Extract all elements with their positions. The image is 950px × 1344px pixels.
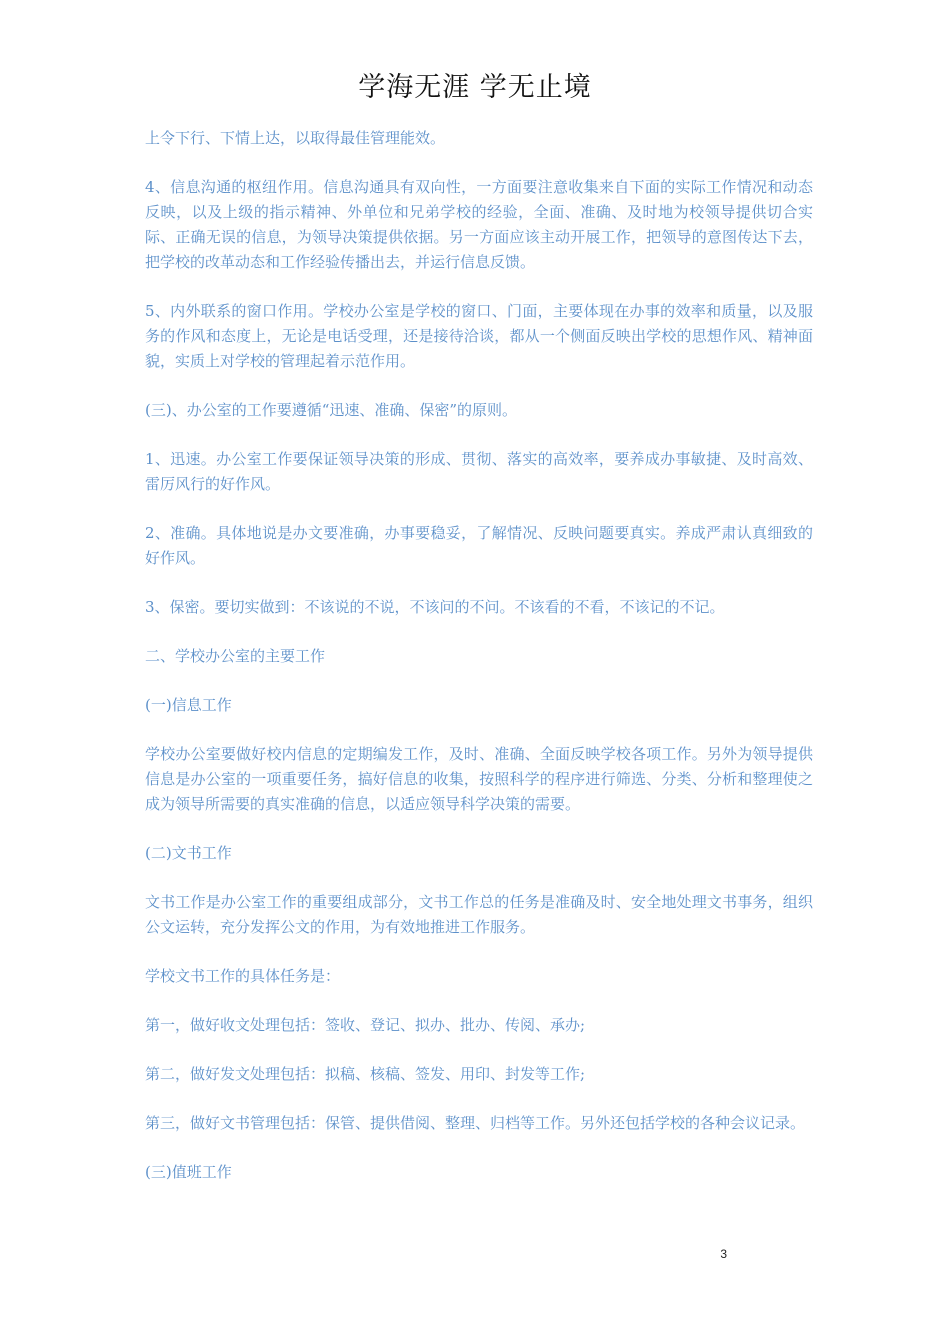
paragraph: 1、迅速。办公室工作要保证领导决策的形成、贯彻、落实的高效率，要养成办事敏捷、及时高效、雷厉风行的好作风。 — [145, 450, 813, 493]
subsection-heading: (一)信息工作 — [145, 696, 232, 714]
paragraph: 文书工作是办公室工作的重要组成部分，文书工作总的任务是准确及时、安全地处理文书事务，组织公文运转，充分发挥公文的作用，为有效地推进工作服务。 — [145, 893, 813, 936]
paragraph: 学校办公室要做好校内信息的定期编发工作，及时、准确、全面反映学校各项工作。另外为领导提供信息是办公室的一项重要任务，搞好信息的收集，按照科学的程序进行筛选、分类、分析和整理使之成为领导所需要的真实准确的信息，以适应领导科学决策的需要。 — [145, 745, 813, 813]
subsection-heading: (二)文书工作 — [145, 844, 232, 862]
list-item: 第二，做好发文处理包括：拟稿、核稿、签发、用印、封发等工作; — [145, 1065, 586, 1083]
paragraph: 2、准确。具体地说是办文要准确，办事要稳妥，了解情况、反映问题要真实。养成严肃认真细致的好作风。 — [145, 524, 813, 567]
paragraph: (三)、办公室的工作要遵循“迅速、准确、保密”的原则。 — [145, 401, 518, 419]
paragraph: 5、内外联系的窗口作用。学校办公室是学校的窗口、门面，主要体现在办事的效率和质量，以及服务的作风和态度上，无论是电话受理，还是接待洽谈，都从一个侧面反映出学校的思想作风、精神面貌，实质上对学校的管理起着示范作用。 — [145, 302, 813, 370]
list-item: 第三，做好文书管理包括：保管、提供借阅、整理、归档等工作。另外还包括学校的各种会议记录。 — [145, 1114, 806, 1132]
paragraph: 上令下行、下情上达，以取得最佳管理能效。 — [145, 129, 446, 147]
page-header-title: 学海无涯 学无止境 — [358, 72, 592, 103]
document-body — [145, 126, 813, 1209]
paragraph: 3、保密。要切实做到：不该说的不说，不该问的不问。不该看的不看，不该记的不记。 — [145, 598, 725, 616]
subsection-heading: (三)值班工作 — [145, 1163, 232, 1181]
paragraph: 4、信息沟通的枢纽作用。信息沟通具有双向性，一方面要注意收集来自下面的实际工作情况和动态反映，以及上级的指示精神、外单位和兄弟学校的经验，全面、准确、及时地为校领导提供切合实际、正确无误的信息，为领导决策提供依据。另一方面应该主动开展工作，把领导的意图传达下去，把学校的改革动态和工作经验传播出去，并运行信息反馈。 — [145, 178, 813, 271]
paragraph: 学校文书工作的具体任务是： — [145, 967, 341, 985]
list-item: 第一，做好收文处理包括：签收、登记、拟办、批办、传阅、承办; — [145, 1016, 586, 1034]
section-heading: 二、学校办公室的主要工作 — [145, 647, 326, 665]
page-number: 3 — [720, 1247, 727, 1261]
